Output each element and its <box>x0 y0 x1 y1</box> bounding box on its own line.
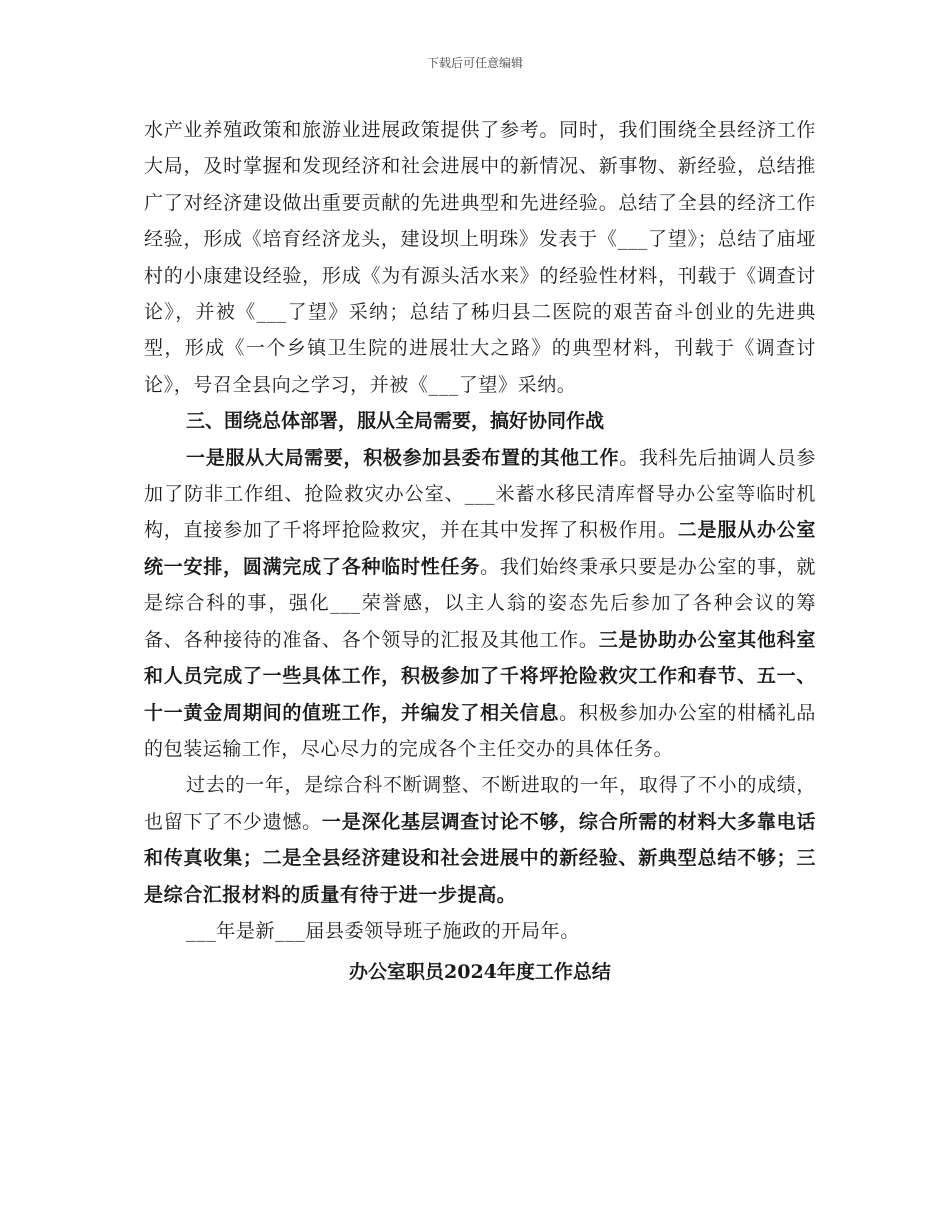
page-header-note: 下载后可任意编辑 <box>426 56 523 70</box>
point-two-bold: 二是服从办公室统一安排，圆满完成了各种临时性任务 <box>144 519 816 578</box>
point-three-bold: 三是协助办公室其他科室和人员完成了一些具体工作，积极参加了千将坪抢险救灾工作和春节、五一、十一黄金周期间的值班工作，并编发了相关信息 <box>144 628 816 724</box>
section-heading-three: 三、围绕总体部署，服从全局需要，搞好协同作战 <box>186 410 605 433</box>
paragraph-shortcomings <box>144 767 816 913</box>
point-three-text: 。积极参加办公室的柑橘礼品的包装运输工作，尽心尽力的完成各个主任交办的具体任务。 <box>144 701 816 760</box>
point-one-bold: 一是服从大局需要，积极参加县委布置的其他工作 <box>186 446 620 469</box>
paragraph-research-summary: 水产业养殖政策和旅游业进展政策提供了参考。同时，我们围绕全县经济工作大局，及时掌握和发现经济和社会进展中的新情况、新事物、新经验，总结推广了对经济建设做出重要贡献的先进典型和先进经验。总结了全县的经济工作经验，形成《培育经济龙头，建设坝上明珠》发表于《___了望》；总结了庙垭村的小康建设经验，形成《为有源头活水来》的经验性材料，刊载于《调查讨论》，并被《___了望》采纳；总结了秭归县二医院的艰苦奋斗创业的先进典型，形成《一个乡镇卫生院的进展壮大之路》的典型材料，刊载于《调查讨论》，号召全县向之学习，并被《___了望》采纳。 <box>144 119 816 396</box>
shortcomings-intro: 过去的一年，是综合科不断调整、不断进取的一年，取得了不小的成绩，也留下了不少遗憾。 <box>144 774 816 833</box>
document-body <box>144 112 816 987</box>
point-two-text: 。我们始终秉承只要是办公室的事，就是综合科的事，强化___荣誉感，以主人翁的姿态先后参加了各种会议的筹备、各种接待的准备、各个领导的汇报及其他工作。 <box>144 555 817 651</box>
shortcomings-bold: 一是深化基层调查讨论不够，综合所需的材料大多靠电话和传真收集；二是全县经济建设和社会进展中的新经验、新典型总结不够；三是综合汇报材料的质量有待于进一步提高。 <box>144 810 816 906</box>
document-title: 办公室职员2024年度工作总结 <box>349 961 611 984</box>
paragraph-new-year: ___年是新___届县委领导班子施政的开局年。 <box>186 919 580 942</box>
paragraph-coordination <box>144 440 816 768</box>
point-one-text: 。我科先后抽调人员参加了防非工作组、抢险救灾办公室、___米蓄水移民清库督导办公室等临时机构，直接参加了千将坪抢险救灾，并在其中发挥了积极作用。 <box>144 446 816 542</box>
